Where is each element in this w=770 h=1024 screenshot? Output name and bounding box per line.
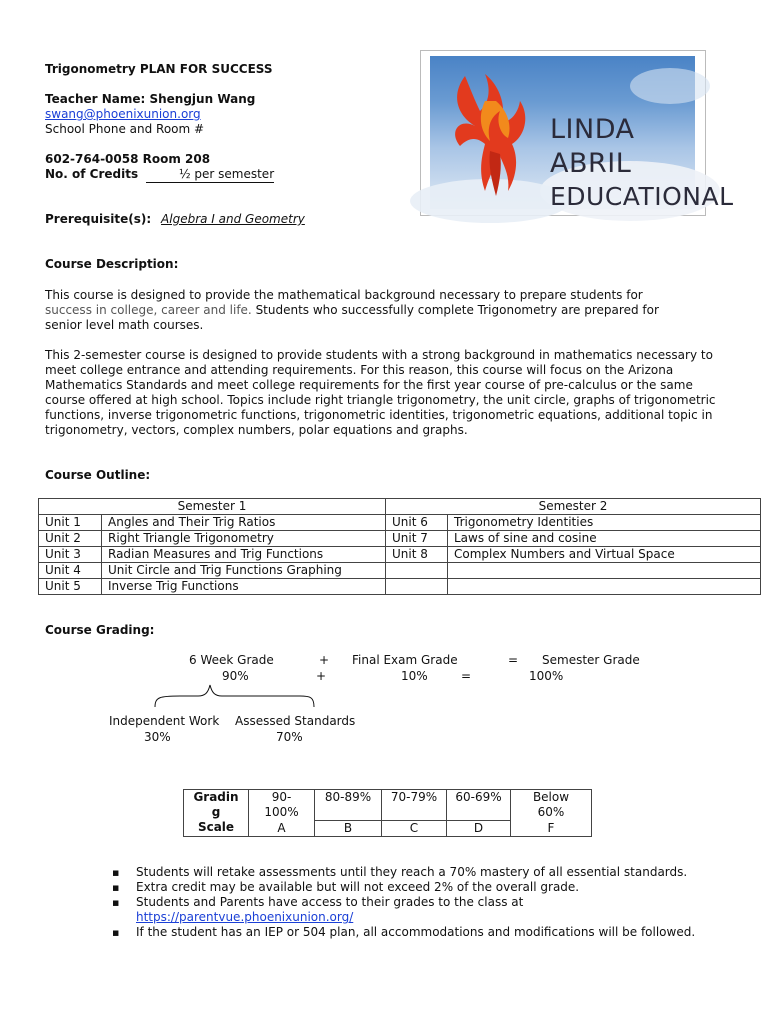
description-line-2 — [45, 303, 725, 318]
unit-label: Unit 7 — [386, 531, 448, 547]
grade-letter: F — [511, 821, 592, 837]
unit-label: Unit 3 — [39, 547, 102, 563]
course-description-paragraph-1 — [45, 288, 725, 333]
list-item-text: Students and Parents have access to their grades to the class at — [136, 895, 524, 909]
credits-row — [45, 167, 274, 183]
school-logo — [420, 50, 734, 216]
teacher-email-link[interactable]: swang@phoenixunion.org — [45, 107, 201, 121]
grade-range: Below 60% — [511, 790, 592, 821]
final-exam-grade-label: Final Exam Grade — [352, 653, 458, 667]
grade-range: 60-69% — [447, 790, 511, 821]
table-row — [39, 531, 761, 547]
credits-value: ½ per semester — [146, 167, 274, 183]
description-gray-text: success in college, career and life. — [45, 303, 252, 317]
page-title: Trigonometry PLAN FOR SUCCESS — [45, 62, 273, 76]
grading-policy-list — [108, 865, 748, 940]
equals-sign: = — [508, 653, 519, 667]
course-outline-table — [38, 498, 761, 595]
logo-text-line1: LINDA — [550, 114, 635, 145]
unit-label — [386, 579, 448, 595]
semester-2-header: Semester 2 — [386, 499, 761, 515]
semester-grade-percent: 100% — [529, 669, 564, 683]
equals-sign: = — [461, 669, 472, 683]
unit-title: Unit Circle and Trig Functions Graphing — [102, 563, 386, 579]
plus-sign: + — [316, 669, 327, 683]
unit-label — [386, 563, 448, 579]
course-description-heading: Course Description: — [45, 257, 179, 271]
table-row — [39, 563, 761, 579]
course-description-paragraph-2: This 2-semester course is designed to provide students with a strong background in mathematics necessary to meet college entrance and attending requirements. For this reason, this course will focus on the Arizona Mathematics Standards and meet college requirements for the first year course of pre-calculus or the same course offered at high school. Topics include right triangle trigonometry, the unit circle, graphs of trigonometric functions, inverse trigonometric functions, trigonometric identities, trigonometric equations, additional topic in trigonometry, vectors, complex numbers, polar equations and graphs. — [45, 348, 716, 437]
unit-label: Unit 8 — [386, 547, 448, 563]
unit-label: Unit 6 — [386, 515, 448, 531]
unit-label: Unit 2 — [39, 531, 102, 547]
list-item: ▪ Students will retake assessments until they reach a 70% mastery of all essential standards. — [108, 865, 748, 880]
unit-title: Trigonometry Identities — [448, 515, 761, 531]
independent-work-percent: 30% — [144, 730, 171, 744]
semester-1-header: Semester 1 — [39, 499, 386, 515]
unit-title: Right Triangle Trigonometry — [102, 531, 386, 547]
logo-text-line3: EDUCATIONAL — [550, 182, 734, 211]
grading-scale-label-line: Scale — [197, 820, 235, 834]
unit-title: Complex Numbers and Virtual Space — [448, 547, 761, 563]
grade-letter: A — [249, 821, 315, 837]
logo-text-line2: ABRIL — [550, 148, 632, 179]
unit-title: Inverse Trig Functions — [102, 579, 386, 595]
unit-title — [448, 563, 761, 579]
unit-title: Angles and Their Trig Ratios — [102, 515, 386, 531]
six-week-grade-percent: 90% — [222, 669, 249, 683]
table-row — [39, 515, 761, 531]
credits-label: No. of Credits — [45, 167, 139, 181]
assessed-standards-label: Assessed Standards — [235, 714, 356, 728]
prerequisite-label: Prerequisite(s): — [45, 212, 152, 226]
unit-label: Unit 5 — [39, 579, 102, 595]
description-line-3: senior level math courses. — [45, 318, 204, 332]
six-week-grade-label: 6 Week Grade — [189, 653, 274, 667]
logo-image — [430, 56, 734, 211]
plus-sign: + — [319, 653, 330, 667]
teacher-name: Teacher Name: Shengjun Wang — [45, 92, 256, 106]
course-outline-heading: Course Outline: — [45, 468, 151, 482]
table-row — [39, 579, 761, 595]
unit-title: Radian Measures and Trig Functions — [102, 547, 386, 563]
grade-range: 80-89% — [315, 790, 382, 821]
prerequisite-value: Algebra I and Geometry — [161, 212, 305, 226]
final-exam-grade-percent: 10% — [401, 669, 428, 683]
unit-label: Unit 4 — [39, 563, 102, 579]
parentvue-link[interactable]: https://parentvue.phoenixunion.org/ — [136, 910, 354, 924]
description-line-1: This course is designed to provide the mathematical background necessary to prepare students for — [45, 288, 643, 302]
list-item — [108, 895, 748, 925]
grading-scale-label-line: g — [211, 805, 221, 819]
unit-title: Laws of sine and cosine — [448, 531, 761, 547]
semester-grade-label: Semester Grade — [542, 653, 640, 667]
course-grading-heading: Course Grading: — [45, 623, 155, 637]
assessed-standards-percent: 70% — [276, 730, 303, 744]
list-item: ▪ Extra credit may be available but will not exceed 2% of the overall grade. — [108, 880, 748, 895]
unit-label: Unit 1 — [39, 515, 102, 531]
grouping-brace — [150, 683, 320, 711]
table-row — [39, 547, 761, 563]
description-line-2-rest: Students who successfully complete Trigonometry are prepared for — [251, 303, 659, 317]
unit-title — [448, 579, 761, 595]
grading-scale-table — [183, 789, 592, 837]
table-header-row — [39, 499, 761, 515]
grade-range: 70-79% — [382, 790, 447, 821]
grade-range: 90- 100% — [249, 790, 315, 821]
phone-room: 602-764-0058 Room 208 — [45, 152, 211, 166]
prerequisite-row — [45, 212, 305, 227]
list-item: ▪ If the student has an IEP or 504 plan, all accommodations and modifications will be followed. — [108, 925, 748, 940]
grading-scale-label-line: Gradin — [193, 790, 239, 804]
independent-work-label: Independent Work — [109, 714, 220, 728]
grade-letter: B — [315, 821, 382, 837]
phone-room-label: School Phone and Room # — [45, 122, 205, 136]
grade-letter: D — [447, 821, 511, 837]
grading-scale-label — [184, 790, 249, 837]
grade-letter: C — [382, 821, 447, 837]
